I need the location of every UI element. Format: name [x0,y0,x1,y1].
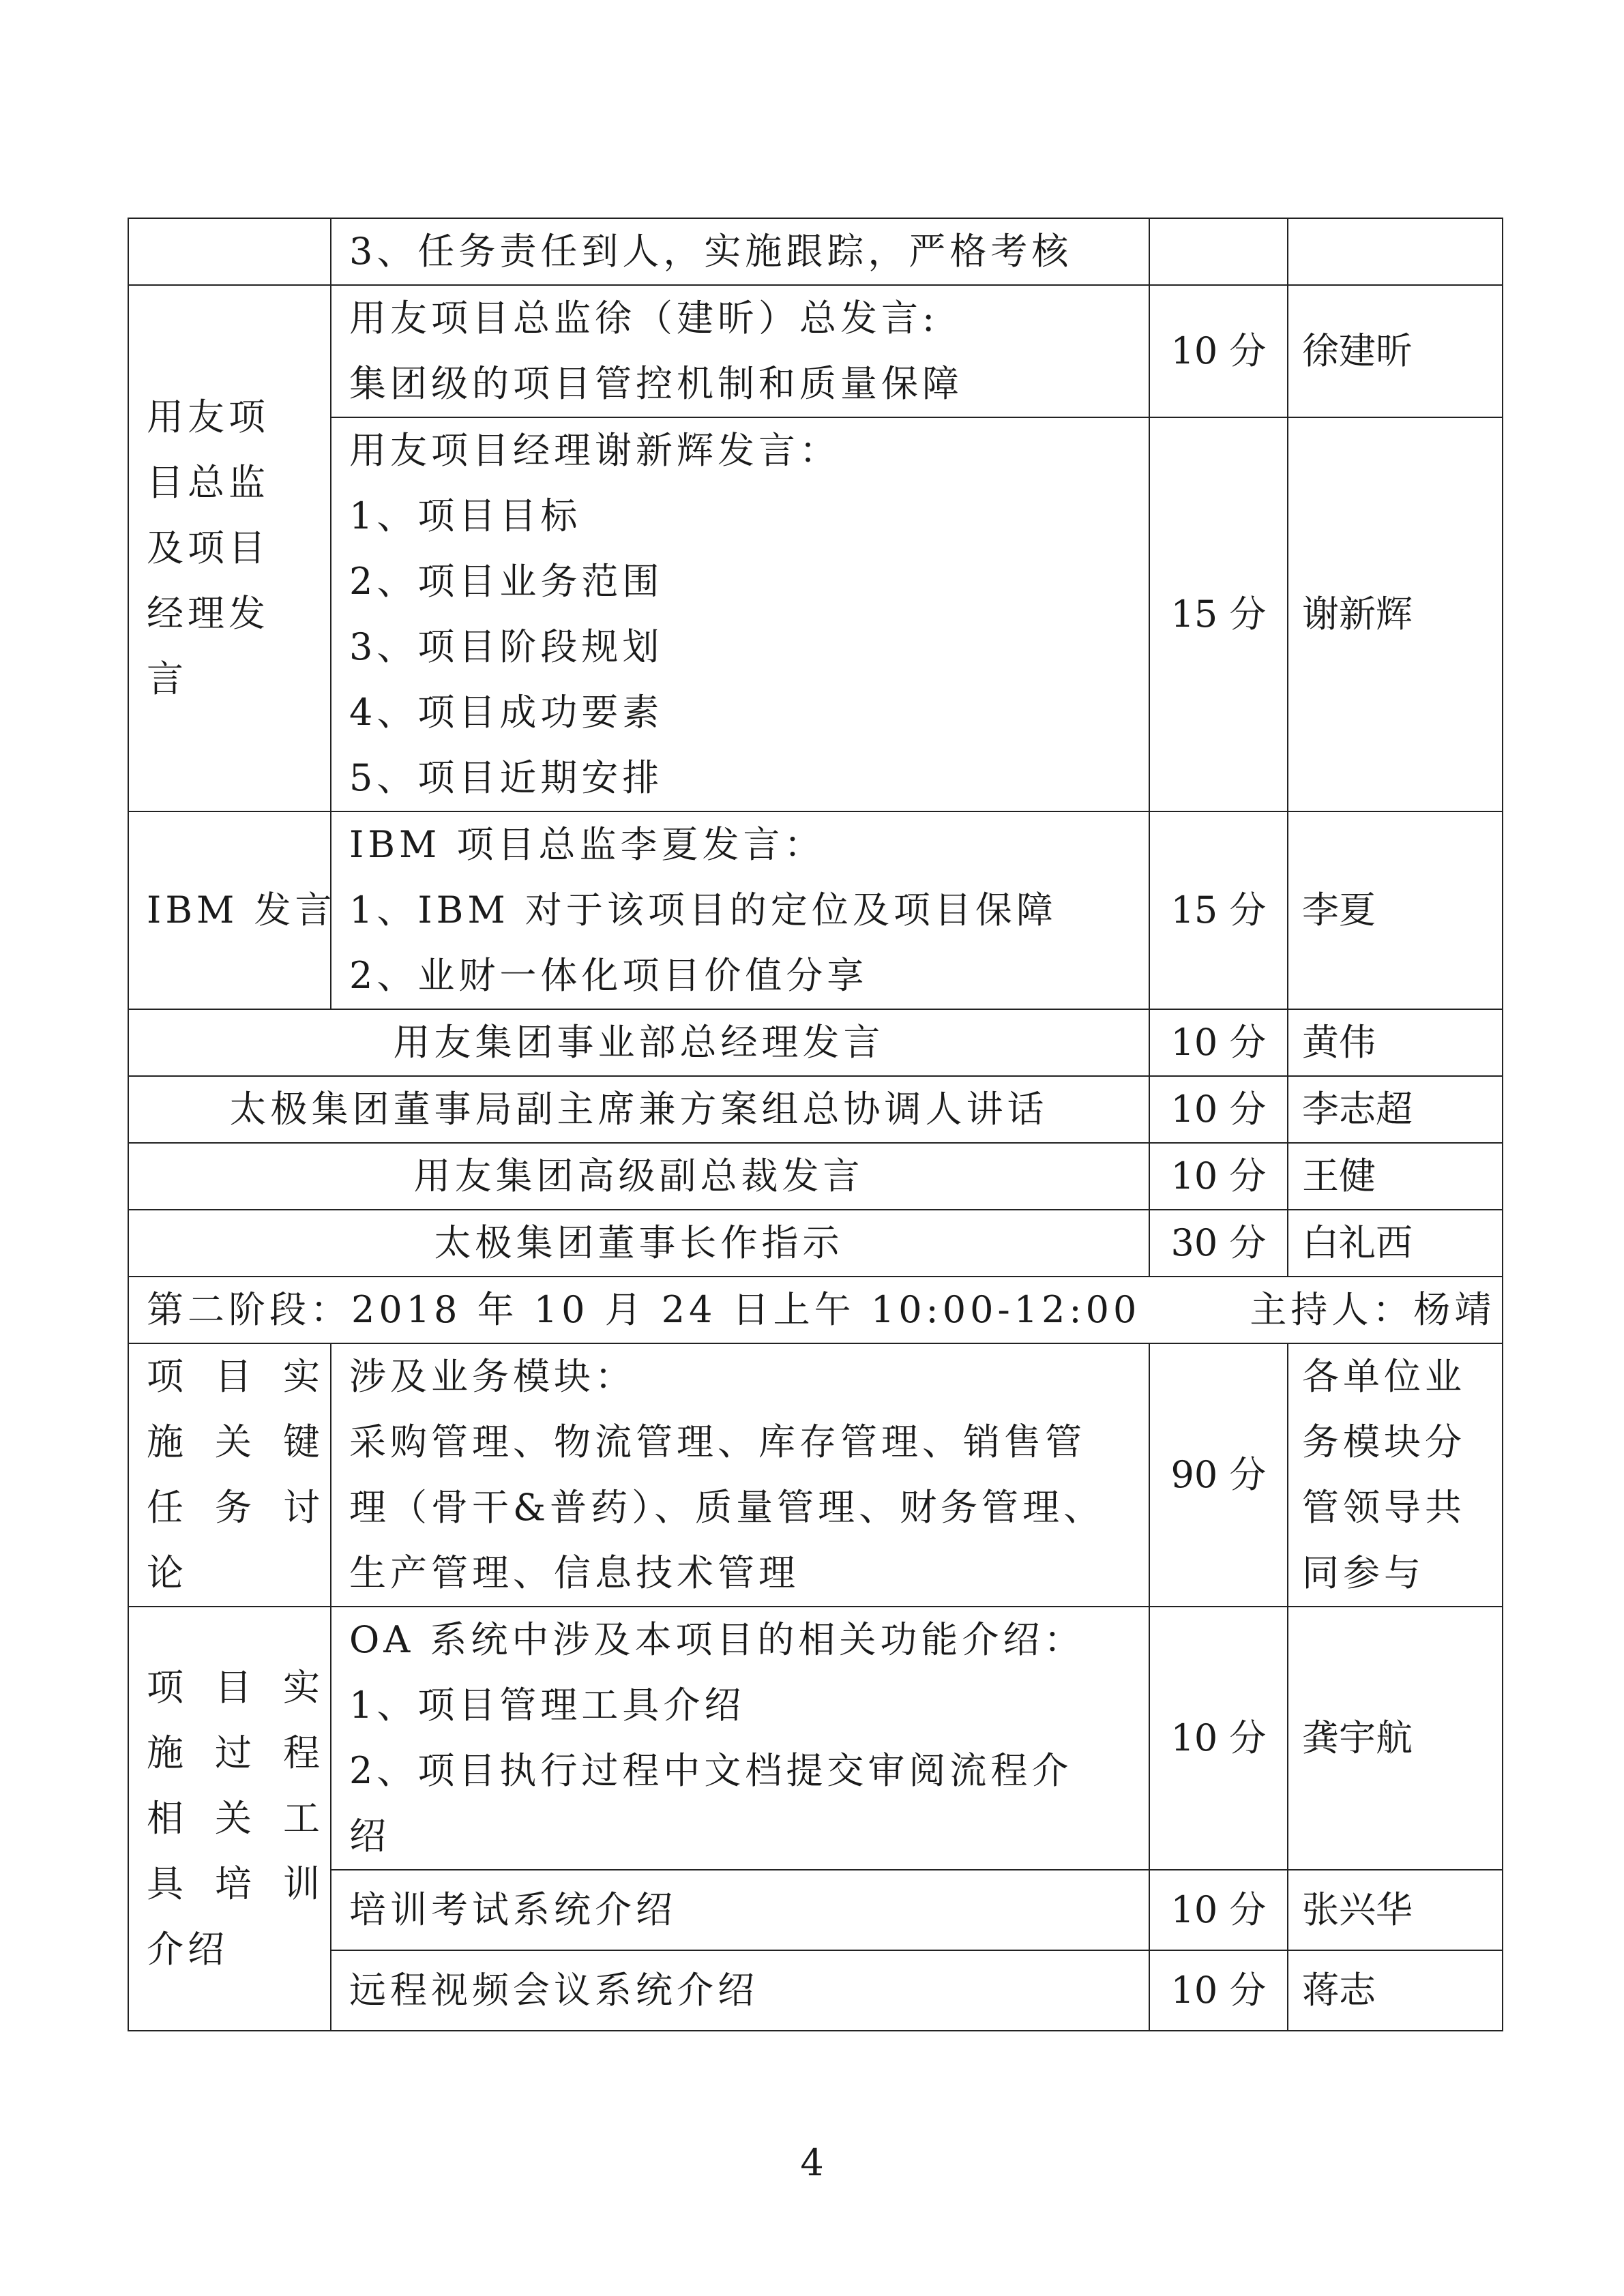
speaker-cell: 谢新辉 [1288,417,1503,811]
topic-cell: 项目实 施关键 任务讨 论 [128,1343,331,1607]
table-row [128,1143,1503,1210]
duration-cell: 10 分 [1149,1950,1288,2031]
speaker-cell: 各单位业 务模块分 管领导共 同参与 [1288,1343,1503,1607]
duration-cell: 10 分 [1149,1143,1288,1210]
merged-content-cell: 太极集团董事局副主席兼方案组总协调人讲话 [128,1076,1149,1143]
speaker-cell: 李夏 [1288,811,1503,1009]
merged-content-cell: 用友集团高级副总裁发言 [128,1143,1149,1210]
topic-cell: 项目实 施过程 相关工 具培训 介绍 [128,1607,331,2031]
table-row [128,1343,1503,1607]
duration-cell: 15 分 [1149,811,1288,1009]
duration-cell: 10 分 [1149,285,1288,417]
content-cell: 3、任务责任到人，实施跟踪，严格考核 [331,218,1149,285]
topic-cell: 用友项 目总监 及项目 经理发 言 [128,285,331,811]
content-cell: 培训考试系统介绍 [331,1870,1149,1950]
agenda-table [128,218,1503,2031]
stage-schedule: 第二阶段：2018 年 10 月 24 日上午 10:00-12:00 [147,1288,1141,1331]
content-cell: 涉及业务模块： 采购管理、物流管理、库存管理、销售管 理（骨干&普药）、质量管理、财务管理、 生产管理、信息技术管理 [331,1343,1149,1607]
topic-cell [128,218,331,285]
table-row [128,417,1503,811]
table-row [128,218,1503,285]
duration-cell: 10 分 [1149,1870,1288,1950]
speaker-cell: 龚宇航 [1288,1607,1503,1870]
stage-header-row [128,1277,1503,1343]
table-row [128,1076,1503,1143]
duration-cell: 90 分 [1149,1343,1288,1607]
speaker-cell: 张兴华 [1288,1870,1503,1950]
table-row [128,1210,1503,1277]
stage-host: 主持人：杨靖 [1250,1288,1496,1331]
merged-content-cell: 用友集团事业部总经理发言 [128,1009,1149,1076]
speaker-cell: 黄伟 [1288,1009,1503,1076]
content-cell: OA 系统中涉及本项目的相关功能介绍： 1、项目管理工具介绍 2、项目执行过程中文档提交审阅流程介 绍 [331,1607,1149,1870]
duration-cell: 30 分 [1149,1210,1288,1277]
table-row [128,811,1503,1009]
speaker-cell [1288,218,1503,285]
table-row [128,1950,1503,2031]
duration-cell: 15 分 [1149,417,1288,811]
table-row [128,1009,1503,1076]
speaker-cell: 徐建昕 [1288,285,1503,417]
duration-cell: 10 分 [1149,1009,1288,1076]
speaker-cell: 王健 [1288,1143,1503,1210]
duration-cell: 10 分 [1149,1607,1288,1870]
topic-cell: IBM 发言 [128,811,331,1009]
content-cell: 远程视频会议系统介绍 [331,1950,1149,2031]
content-cell: 用友项目总监徐（建昕）总发言: 集团级的项目管控机制和质量保障 [331,285,1149,417]
table-row [128,285,1503,417]
page-number: 4 [800,2141,824,2184]
speaker-cell: 李志超 [1288,1076,1503,1143]
table-row [128,1607,1503,1870]
duration-cell: 10 分 [1149,1076,1288,1143]
duration-cell [1149,218,1288,285]
content-cell: 用友项目经理谢新辉发言： 1、项目目标 2、项目业务范围 3、项目阶段规划 4、项目成功要素 5、项目近期安排 [331,417,1149,811]
content-cell: IBM 项目总监李夏发言： 1、IBM 对于该项目的定位及项目保障 2、业财一体化项目价值分享 [331,811,1149,1009]
speaker-cell: 蒋志 [1288,1950,1503,2031]
speaker-cell: 白礼西 [1288,1210,1503,1277]
merged-content-cell: 太极集团董事长作指示 [128,1210,1149,1277]
stage-header-cell [128,1277,1503,1343]
